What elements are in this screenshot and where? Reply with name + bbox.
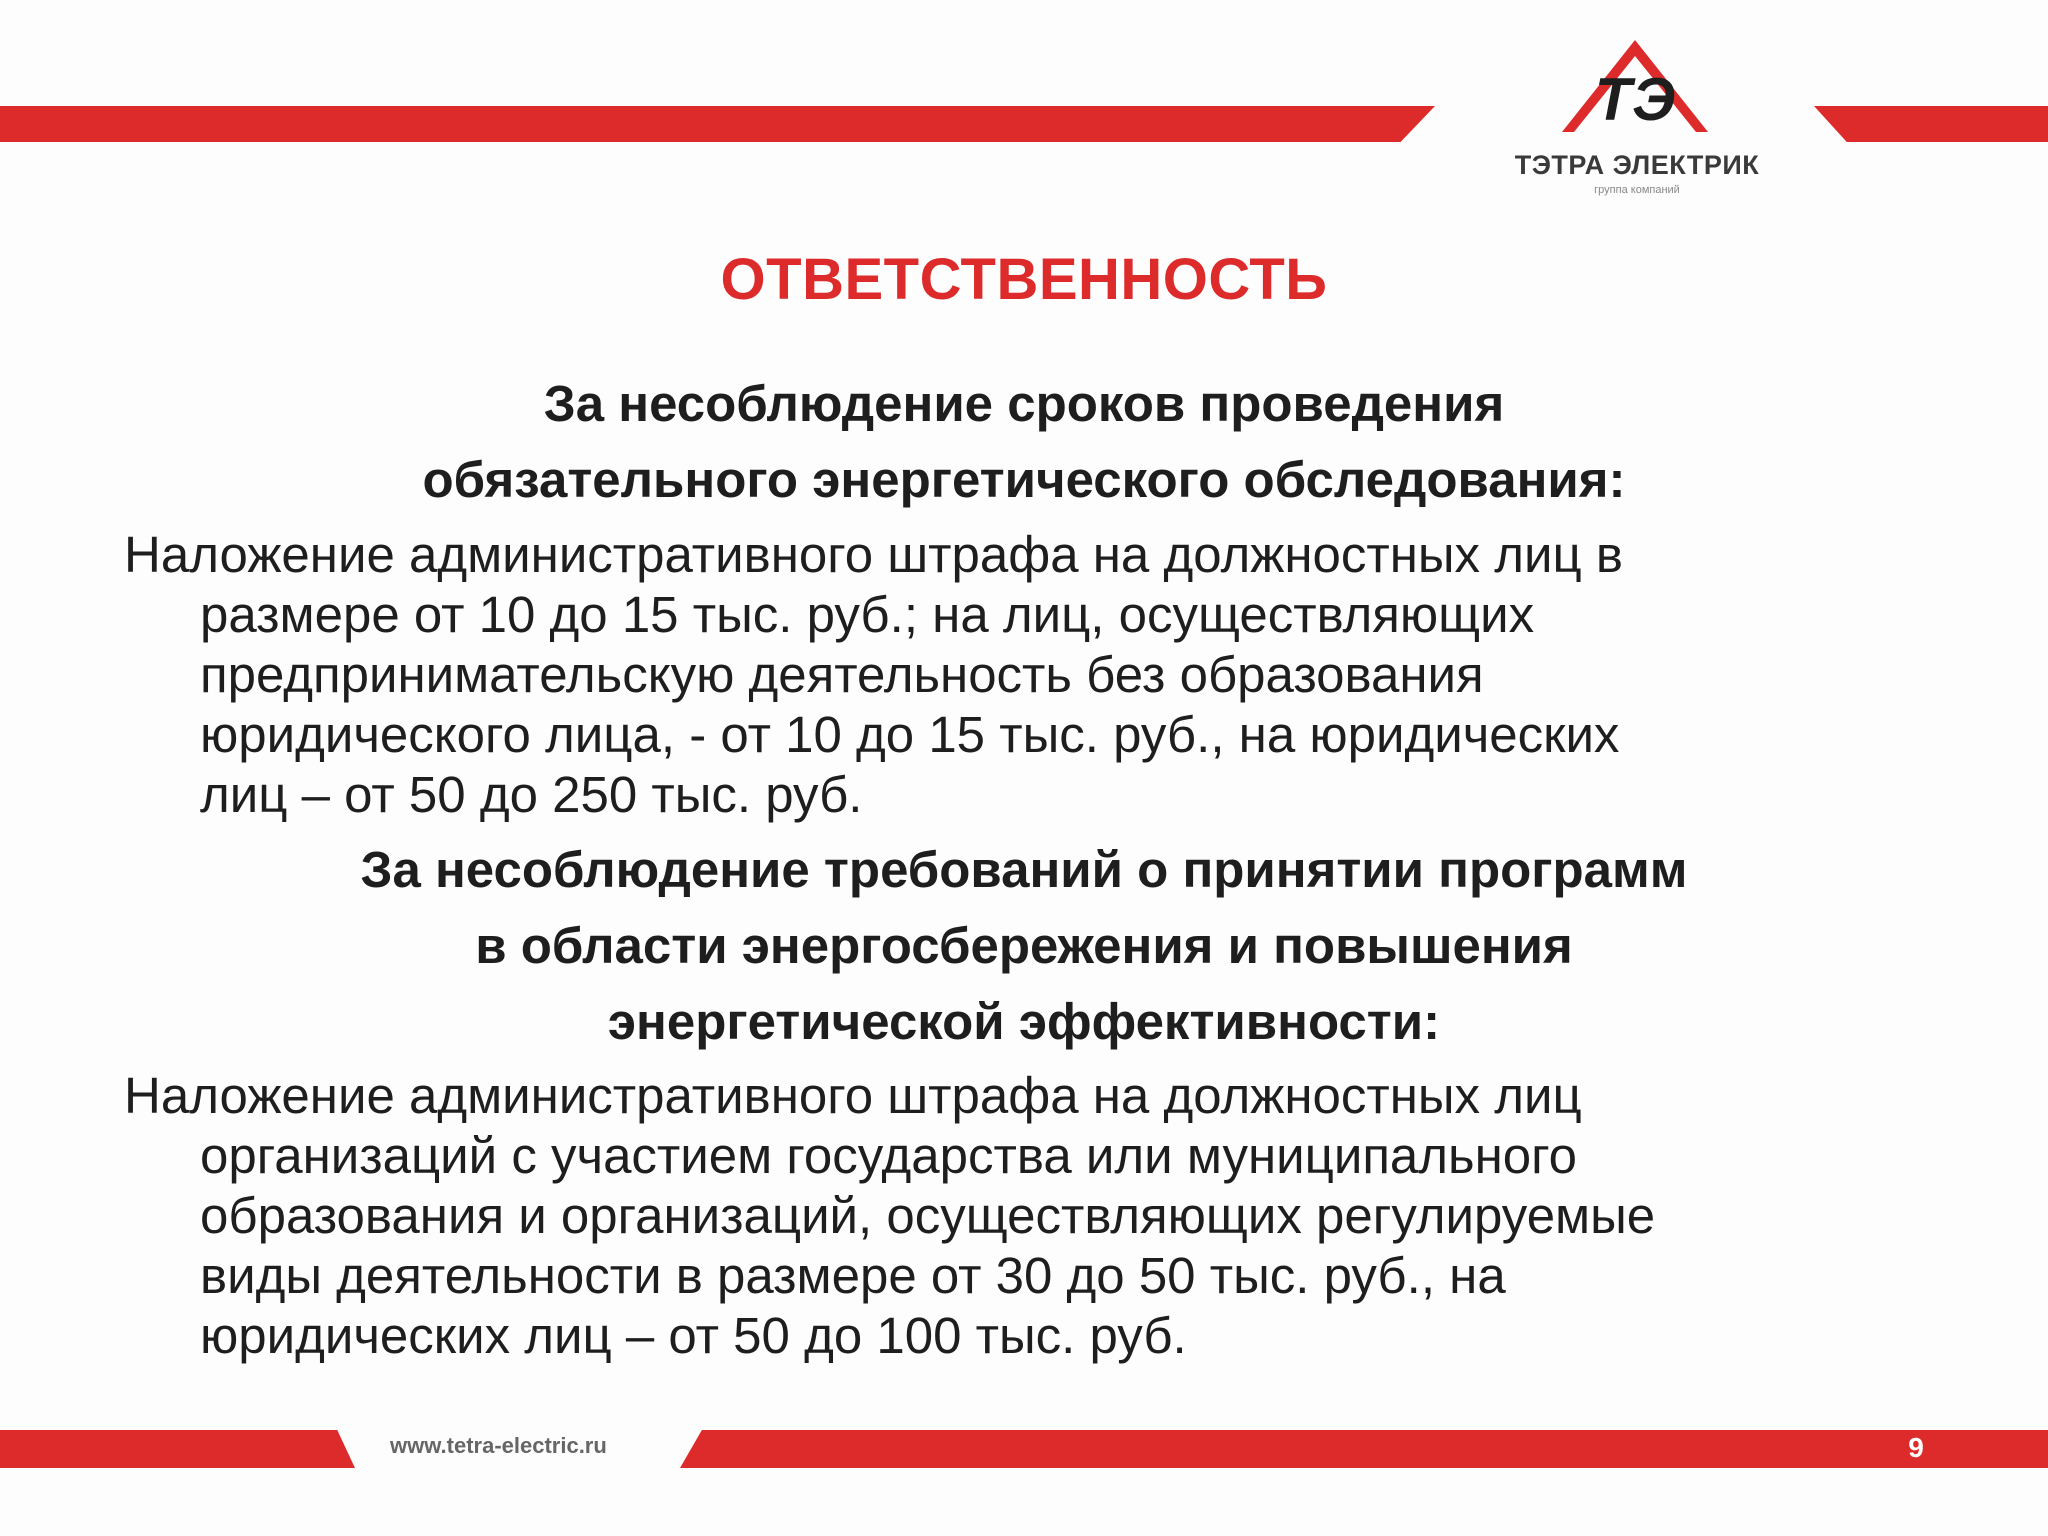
company-logo [1500, 36, 1770, 206]
slide-title: ОТВЕТСТВЕННОСТЬ [720, 247, 1328, 312]
section1-text-line: лиц – от 50 до 250 тыс. руб. [200, 766, 863, 823]
footer-website-link[interactable]: www.tetra-electric.ru [390, 1433, 607, 1458]
top-red-band-left [0, 106, 1435, 142]
section1-paragraph [124, 525, 1904, 825]
section1-heading [0, 366, 2048, 518]
section2-text-line: юридических лиц – от 50 до 100 тыс. руб. [200, 1307, 1187, 1364]
section2-text-line: образования и организаций, осуществляющих регулируемые [200, 1187, 1656, 1244]
section2-text-line: организаций с участием государства или муниципального [200, 1127, 1577, 1184]
section2-heading [0, 832, 2048, 1060]
section2-text-line: Наложение административного штрафа на должностных лиц [124, 1067, 1582, 1124]
section2-paragraph [124, 1066, 1904, 1366]
top-red-band-right [1814, 106, 2048, 142]
section2-heading-line: в области энергосбережения и повышения [475, 917, 1573, 974]
bottom-red-band-right [680, 1430, 2048, 1468]
section1-text-line: юридического лица, - от 10 до 15 тыс. руб., на юридических [200, 706, 1620, 763]
section2-text-line: виды деятельности в размере от 30 до 50 тыс. руб., на [200, 1247, 1506, 1304]
logo-subtitle: группа компаний [1594, 184, 1680, 196]
logo-mark: ТЭ [1594, 66, 1676, 133]
section1-text-line: Наложение административного штрафа на должностных лиц в [124, 526, 1623, 583]
section2-heading-line: За несоблюдение требований о принятии программ [360, 841, 1688, 898]
section1-heading-line: обязательного энергетического обследования: [422, 451, 1626, 508]
page-number: 9 [1908, 1432, 1924, 1463]
bottom-red-band-left [0, 1430, 355, 1468]
section1-text-line: предпринимательскую деятельность без образования [200, 646, 1484, 703]
section1-text-line: размере от 10 до 15 тыс. руб.; на лиц, осуществляющих [200, 586, 1535, 643]
section1-heading-line: За несоблюдение сроков проведения [543, 375, 1505, 432]
section2-heading-line: энергетической эффективности: [607, 993, 1441, 1050]
logo-triangle-icon [1500, 36, 1770, 156]
logo-company-name: ТЭТРА ЭЛЕКТРИК [1514, 150, 1760, 180]
